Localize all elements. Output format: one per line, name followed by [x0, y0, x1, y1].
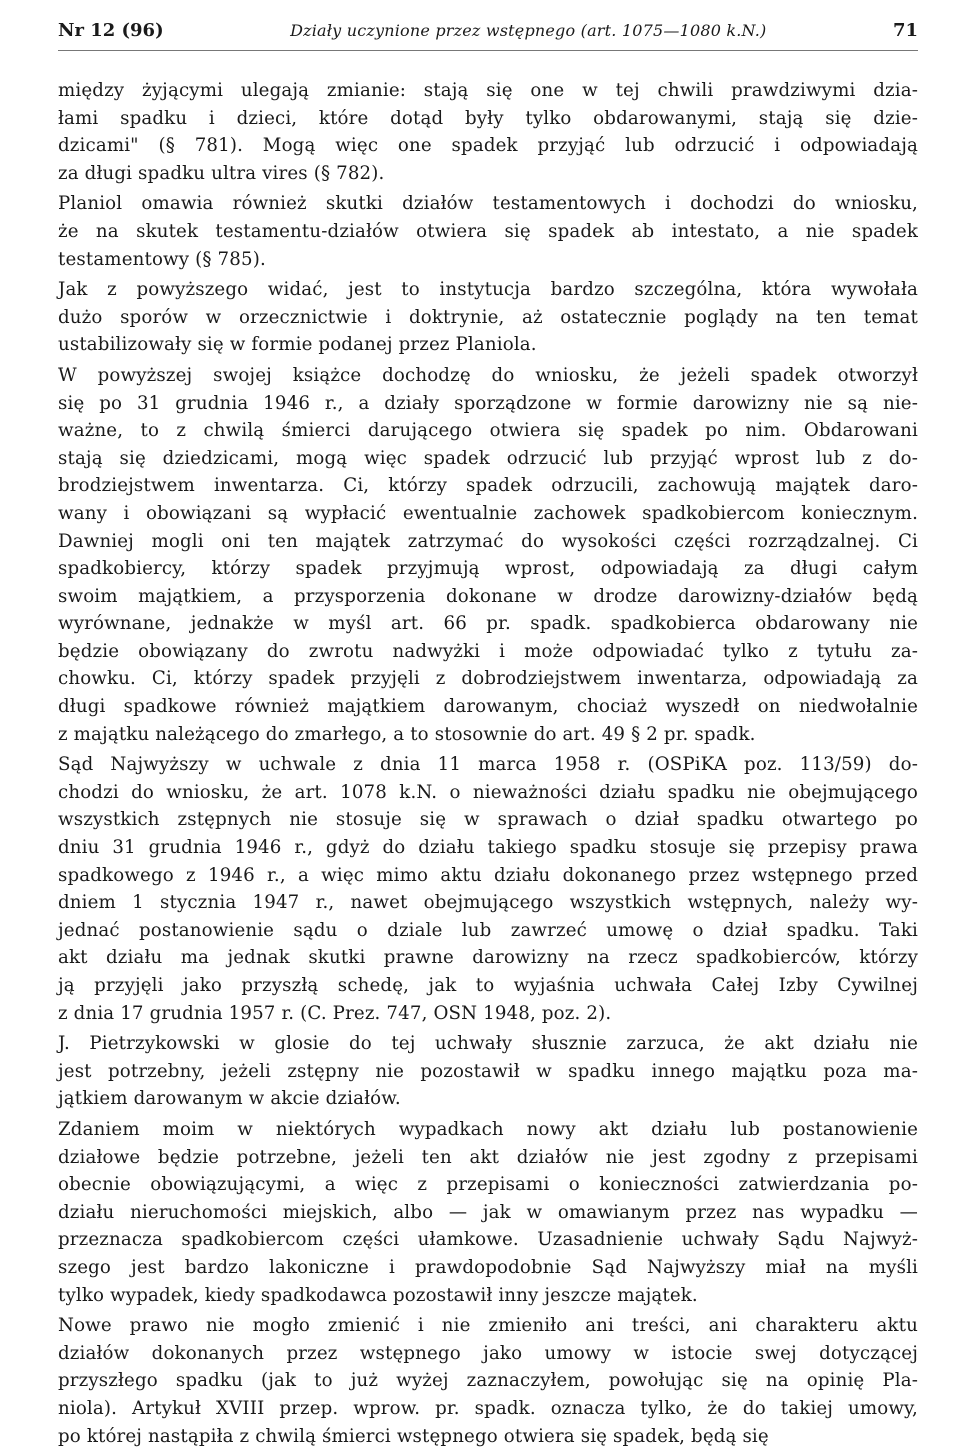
text-line: z dnia 17 grudnia 1957 r. (C. Prez. 747, OSN 1948, poz. 2). [58, 1000, 918, 1028]
paragraph [58, 751, 918, 1027]
document-body [58, 77, 918, 1450]
text-line: tylko wypadek, kiedy spadkodawca pozostawił inny jeszcze majątek. [58, 1282, 918, 1310]
text-line: wany i obowiązani są wypłacić ewentualnie zachowek spadkobiercom koniecznym. [58, 500, 918, 528]
text-line: łami spadku i dzieci, które dotąd były tylko obdarowanymi, stają się dzie- [58, 105, 918, 133]
text-line: jątkiem darowanym w akcie działów. [58, 1085, 918, 1113]
text-line: wyrównane, jednakże w myśl art. 66 pr. spadk. spadkobierca obdarowany nie [58, 610, 918, 638]
text-line: spadkobiercy, którzy spadek przyjmują wprost, odpowiadają za długi całym [58, 555, 918, 583]
paragraph [58, 190, 918, 273]
page-header [58, 18, 918, 51]
text-line: J. Pietrzykowski w glosie do tej uchwały słusznie zarzuca, że akt działu nie [58, 1030, 918, 1058]
text-line: niola). Artykuł XVIII przep. wprow. pr. spadk. oznacza tylko, że do takiej umowy, [58, 1395, 918, 1423]
text-line: Nowe prawo nie mogło zmienić i nie zmieniło ani treści, ani charakteru aktu [58, 1312, 918, 1340]
text-line: jest potrzebny, jeżeli zstępny nie pozostawił w spadku innego majątku poza ma- [58, 1058, 918, 1086]
text-line: Jak z powyższego widać, jest to instytucja bardzo szczególna, która wywołała [58, 276, 918, 304]
text-line: stają się dziedzicami, mogą więc spadek odrzucić lub przyjąć wprost lub z do- [58, 445, 918, 473]
text-line: że na skutek testamentu-działów otwiera się spadek ab intestato, a nie spadek [58, 218, 918, 246]
paragraph [58, 276, 918, 359]
text-line: brodziejstwem inwentarza. Ci, którzy spadek odrzucili, zachowują majątek daro- [58, 472, 918, 500]
text-line: chodzi do wniosku, że art. 1078 k.N. o nieważności działu spadku nie obejmującego [58, 779, 918, 807]
running-title: Działy uczynione przez wstępnego (art. 1075—1080 k.N.) [164, 18, 893, 44]
text-line: długi spadkowe również majątkiem darowanym, chociaż wyszedł on niedwołalnie [58, 693, 918, 721]
text-line: dniu 31 grudnia 1946 r., gdyż do działu takiego spadku stosuje się przepisy prawa [58, 834, 918, 862]
text-line: obecnie obowiązującymi, a więc z przepisami o konieczności zatwierdzania po- [58, 1171, 918, 1199]
text-line: testamentowy (§ 785). [58, 246, 918, 274]
paragraph [58, 1312, 918, 1450]
paragraph [58, 1030, 918, 1113]
text-line: Zdaniem moim w niektórych wypadkach nowy akt działu lub postanowienie [58, 1116, 918, 1144]
text-line: dniem 1 stycznia 1947 r., nawet obejmującego wszystkich wstępnych, należy wy- [58, 889, 918, 917]
text-line: Sąd Najwyższy w uchwale z dnia 11 marca 1958 r. (OSPiKA poz. 113/59) do- [58, 751, 918, 779]
text-line: Planiol omawia również skutki działów testamentowych i dochodzi do wniosku, [58, 190, 918, 218]
text-line: jednać postanowienie sądu o dziale lub zawrzeć umowę o dział spadku. Taki [58, 917, 918, 945]
text-line: po której nastąpiła z chwilą śmierci wstępnego otwiera się spadek, będą się [58, 1423, 918, 1450]
paragraph [58, 362, 918, 748]
text-line: przeznacza spadkobiercom części ułamkowe. Uzasadnienie uchwały Sądu Najwyż- [58, 1226, 918, 1254]
page-number: 71 [893, 18, 918, 44]
paragraph [58, 1116, 918, 1309]
text-line: będzie obowiązany do zwrotu nadwyżki i może odpowiadać tylko z tytułu za- [58, 638, 918, 666]
paragraph [58, 77, 918, 187]
text-line: za długi spadku ultra vires (§ 782). [58, 160, 918, 188]
text-line: z majątku należącego do zmarłego, a to stosownie do art. 49 § 2 pr. spadk. [58, 721, 918, 749]
text-line: ważne, to z chwilą śmierci darującego otwiera się spadek po nim. Obdarowani [58, 417, 918, 445]
text-line: działu nieruchomości miejskich, albo — jak w omawianym przez nas wypadku — [58, 1199, 918, 1227]
text-line: przyszłego spadku (jak to już wyżej zaznaczyłem, powołując się na opinię Pla- [58, 1367, 918, 1395]
text-line: działowe będzie potrzebne, jeżeli ten akt działów nie jest zgodny z przepisami [58, 1144, 918, 1172]
text-line: szego jest bardzo lakoniczne i prawdopodobnie Sąd Najwyższy miał na myśli [58, 1254, 918, 1282]
text-line: ją przyjęli jako przyszłą schedę, jak to wyjaśnia uchwała Całej Izby Cywilnej [58, 972, 918, 1000]
issue-number: Nr 12 (96) [58, 18, 164, 44]
text-line: się po 31 grudnia 1946 r., a działy sporządzone w formie darowizny nie są nie- [58, 390, 918, 418]
text-line: swoim majątkiem, a przysporzenia dokonane w drodze darowizny-działów będą [58, 583, 918, 611]
text-line: wszystkich zstępnych nie stosuje się w sprawach o dział spadku otwartego po [58, 806, 918, 834]
text-line: między żyjącymi ulegają zmianie: stają się one w tej chwili prawdziwymi dzia- [58, 77, 918, 105]
text-line: spadkowego z 1946 r., a więc mimo aktu działu dokonanego przez wstępnego przed [58, 862, 918, 890]
text-line: działów dokonanych przez wstępnego jako umowy w istocie swej dotyczącej [58, 1340, 918, 1368]
text-line: dzicami" (§ 781). Mogą więc one spadek przyjąć lub odrzucić i odpowiadają [58, 132, 918, 160]
text-line: W powyższej swojej książce dochodzę do wniosku, że jeżeli spadek otworzył [58, 362, 918, 390]
text-line: ustabilizowały się w formie podanej przez Planiola. [58, 331, 918, 359]
text-line: chowku. Ci, którzy spadek przyjęli z dobrodziejstwem inwentarza, odpowiadają za [58, 665, 918, 693]
text-line: akt działu ma jednak skutki prawne darowizny na rzecz spadkobierców, którzy [58, 944, 918, 972]
text-line: dużo sporów w orzecznictwie i doktrynie, aż ostatecznie poglądy na ten temat [58, 304, 918, 332]
text-line: Dawniej mogli oni ten majątek zatrzymać do wysokości części rozrządzalnej. Ci [58, 528, 918, 556]
